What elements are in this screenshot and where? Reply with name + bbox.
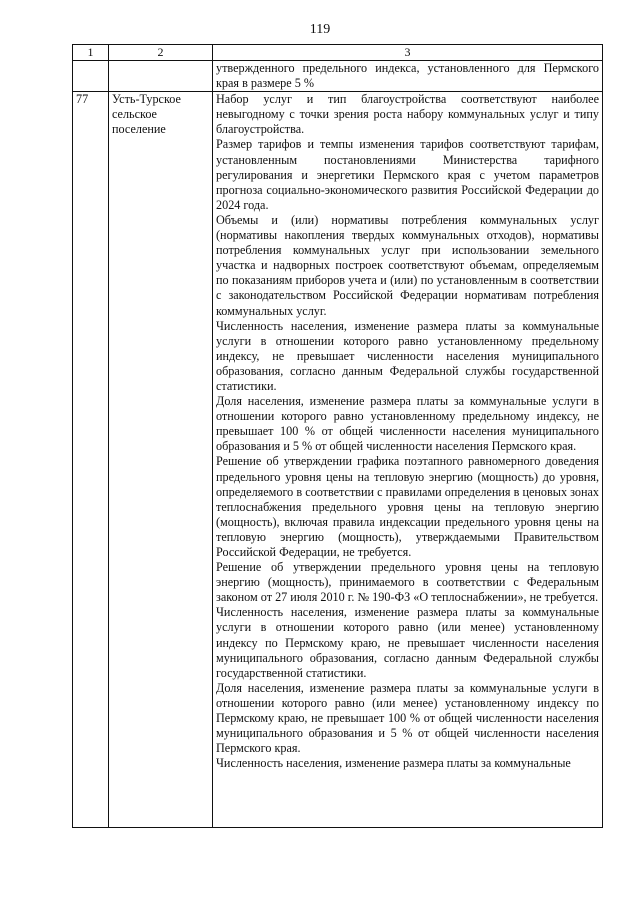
paragraph: Численность населения, изменение размера платы за коммунальные услуги в отношении которого равно установленному предельному индексу, не превышает численности населения муниципального образования, согласно данным Федеральной службы государственной статистики. [216,318,599,393]
paragraph: Численность населения, изменение размера платы за коммунальные [216,756,571,771]
row-number: 77 [73,92,109,828]
continuation-text-cell [213,61,603,92]
paragraph: Решение об утверждении предельного уровня цены на тепловую энергию (мощность), принимаемого в соответствии с Федеральным законом от 27 июля 2010 г. № 190-ФЗ «О теплоснабжении», не требуется. [216,560,599,605]
table-row [73,92,603,828]
conditions-cell [213,92,603,828]
paragraph: Размер тарифов и темпы изменения тарифов соответствуют тарифам, установленным постановлениями Министерства тарифного регулирования и энергетики Пермского края с учетом параметров прогноза социально-экономического развития Российской Федерации до 2024 года. [216,137,599,212]
header-col-1: 1 [73,45,109,61]
continuation-number-cell [73,61,109,92]
continuation-row [73,61,603,92]
paragraph: Набор услуг и тип благоустройства соответствуют наиболее невыгодному с точки зрения роста набору коммунальных услуг и типу благоустройства. [216,92,599,137]
paragraph: Доля населения, изменение размера платы за коммунальные услуги в отношении которого равно (или менее) установленному индексу по Пермскому краю, не превышает 100 % от общей численности населения муниципального образования и 5 % от общей численности населения Пермского края. [216,680,599,756]
continuation-name-cell [109,61,213,92]
paragraph: Численность населения, изменение размера платы за коммунальные услуги в отношении которого равно (или менее) установленному индексу по Пермскому краю, не превышает численности населения муниципального образования, согласно данным Федеральной службы государственной статистики. [216,605,599,680]
continuation-text: утвержденного предельного индекса, установленного для Пермского края в размере 5 % [216,61,599,91]
municipality-name: Усть-Турское сельское поселение [109,92,213,828]
header-col-3: 3 [213,45,603,61]
paragraph: Решение об утверждении графика поэтапного равномерного доведения предельного уровня цены на тепловую энергию (мощность) до уровня, определяемого в соответствии с правилами определения в ценовых зонах теплоснабжения предельного уровня цены на тепловую энергию (мощность), включая правила индексации предельного уровня цены на тепловую энергию (мощность), утверждаемыми Правительством Российской Федерации, не требуется. [216,454,599,559]
paragraph: Объемы и (или) нормативы потребления коммунальных услуг (нормативы накопления твердых коммунальных отходов), нормативы потребления коммунальных услуг при использовании земельного участка и надворных построек соответствуют объемам, определяемым по показаниям приборов учета и (или) по установленным в соответствии с законодательством Российской Федерации нормативам потребления коммунальных услуг. [216,212,599,318]
paragraph: Доля населения, изменение размера платы за коммунальные услуги в отношении которого равно установленному предельному индексу, не превышает 100 % от общей численности населения муниципального образования и 5 % от общей численности населения Пермского края. [216,394,599,454]
page-number: 119 [309,22,331,37]
document-table [72,44,603,828]
table-header-row [73,45,603,61]
header-col-2: 2 [109,45,213,61]
